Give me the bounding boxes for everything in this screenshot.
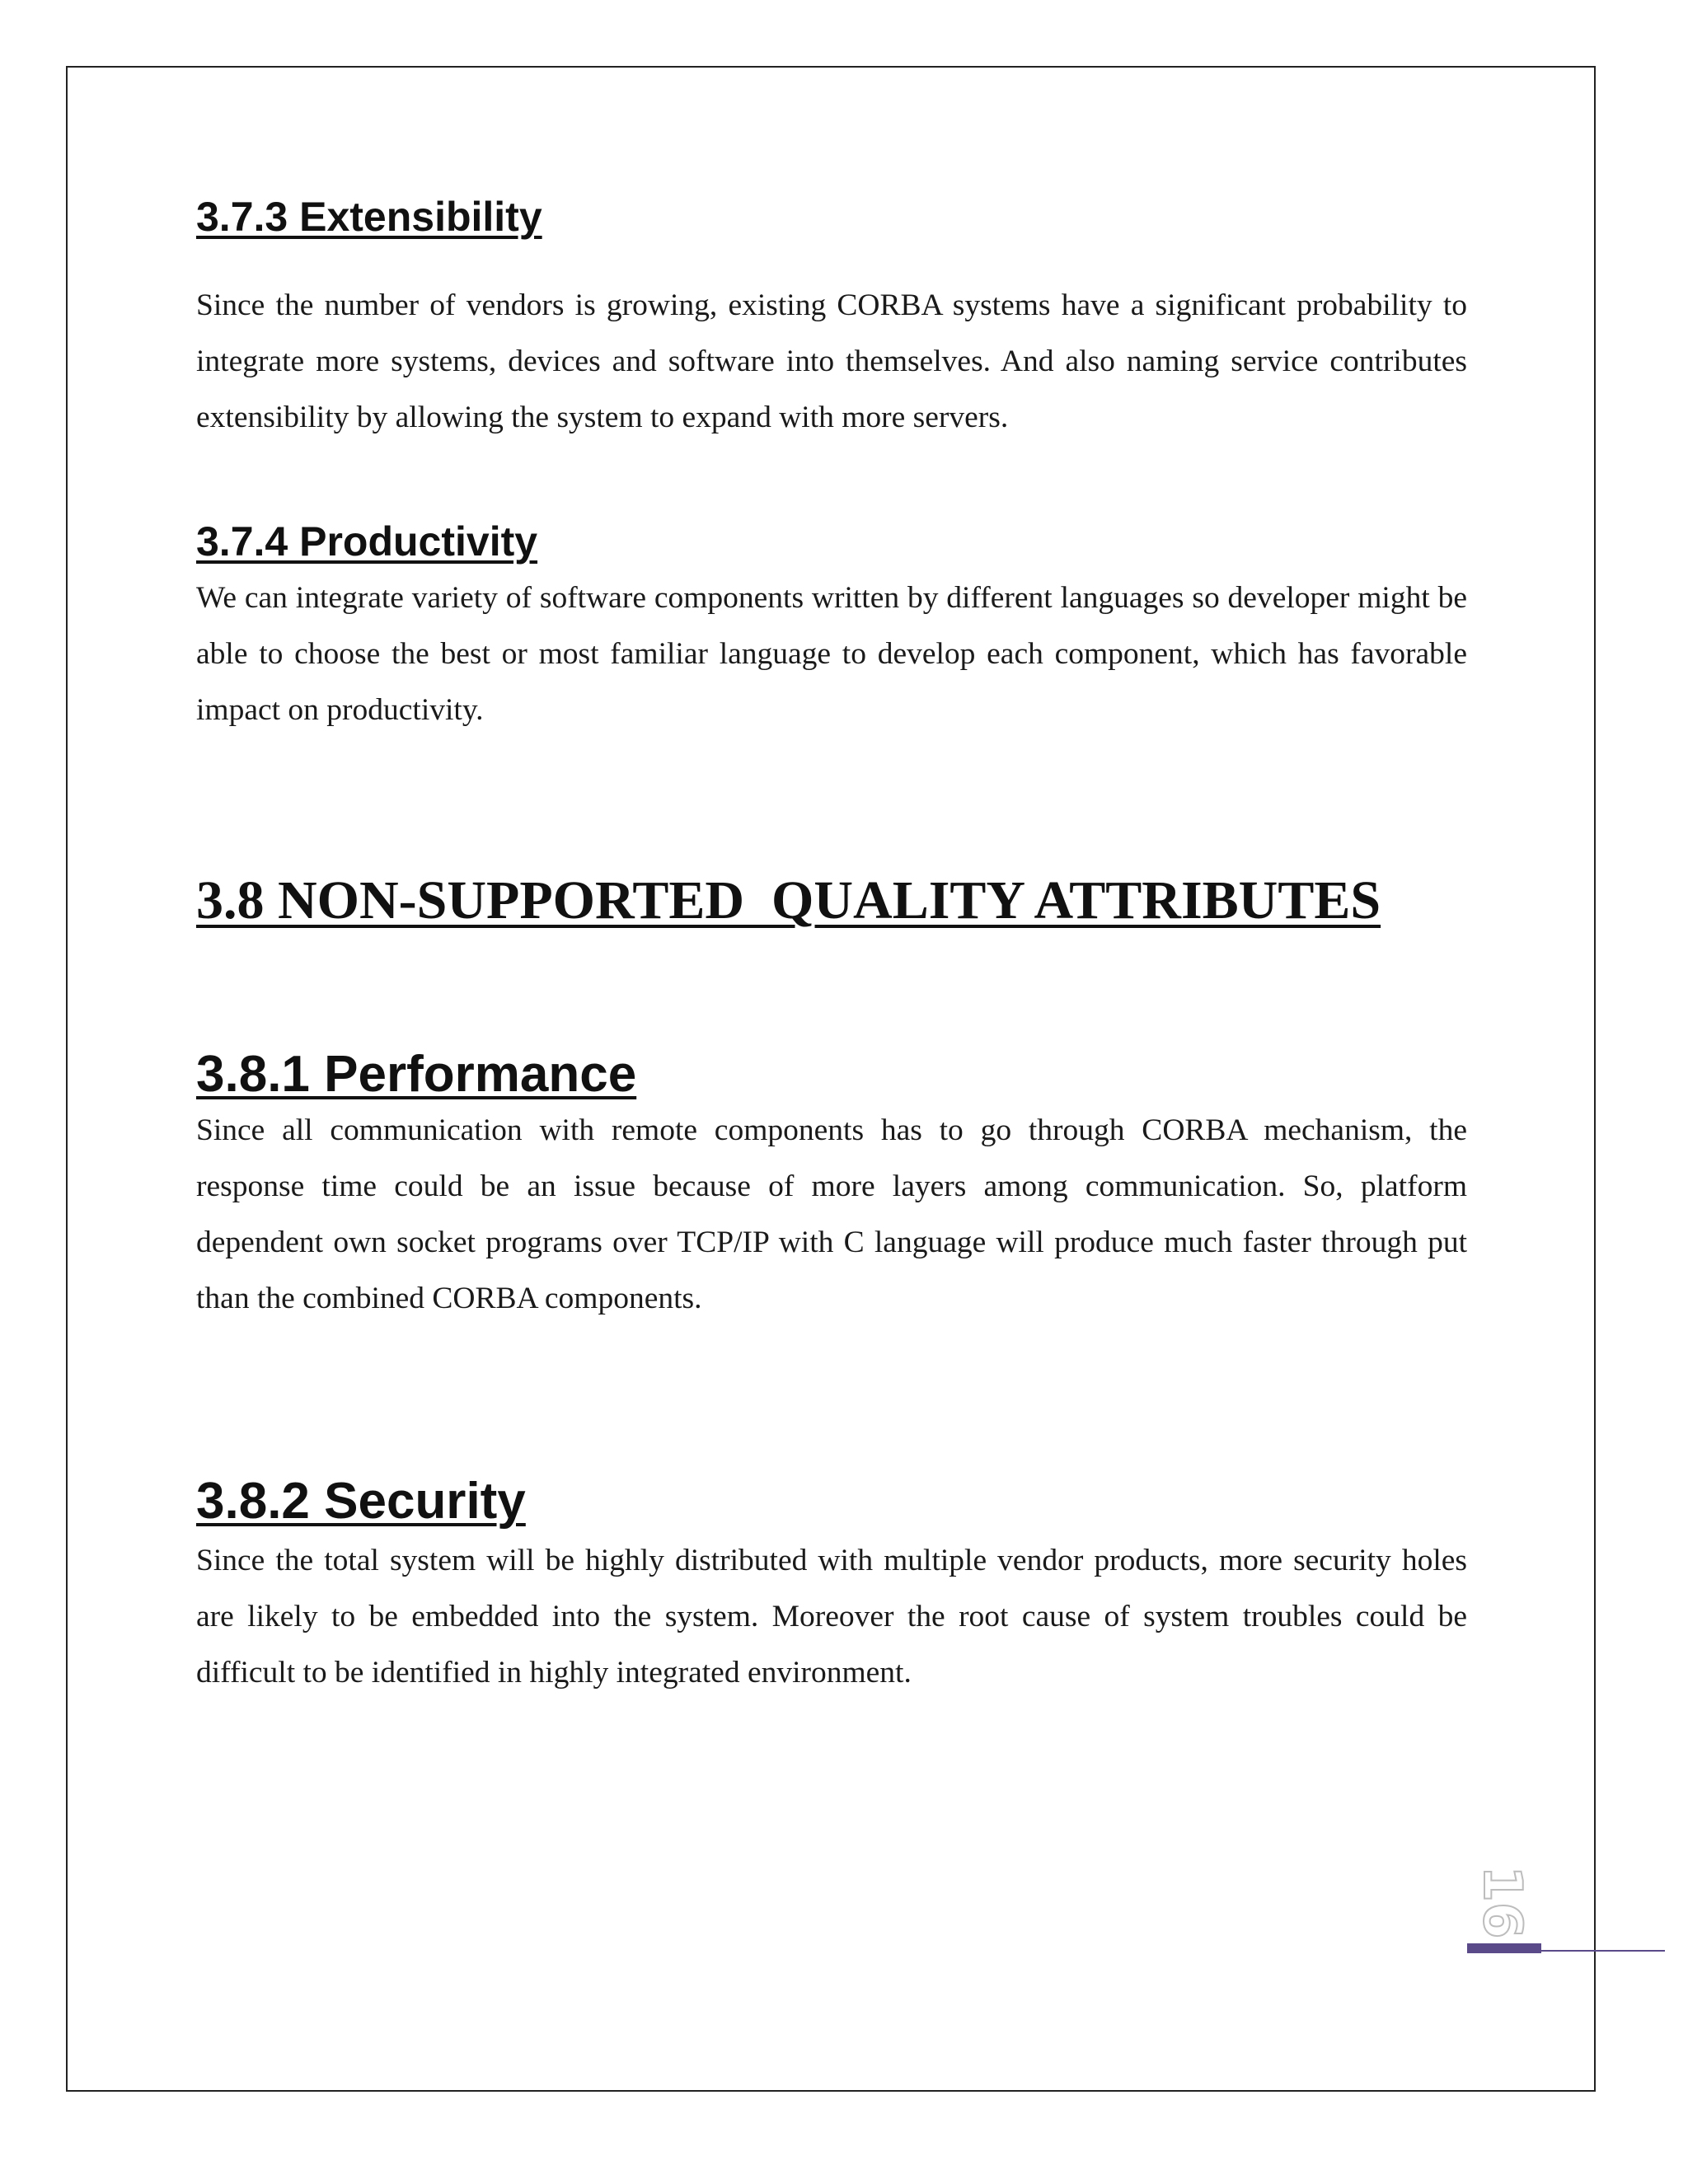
heading-extensibility: 3.7.3 Extensibility <box>196 194 542 240</box>
heading-productivity: 3.7.4 Productivity <box>196 518 538 565</box>
page-number-accent-line <box>1541 1950 1665 1952</box>
paragraph-security: Since the total system will be highly distributed with multiple vendor products, more security holes are likely to be embedded into the system. Moreover the root cause of system troubles could be difficult to be identified in highly integrated environment. <box>196 1544 1467 1690</box>
page-number: 16 <box>1471 1865 1532 1939</box>
paragraph-extensibility: Since the number of vendors is growing, existing CORBA systems have a significant probability to integrate more systems, devices and software into themselves. And also naming service contributes extensibility by allowing the system to expand with more servers. <box>196 288 1467 434</box>
heading-non-supported-quality-attributes: 3.8 NON-SUPPORTED QUALITY ATTRIBUTES <box>196 870 1381 930</box>
heading-performance: 3.8.1 Performance <box>196 1046 637 1103</box>
page-number-accent-bar <box>1467 1943 1541 1953</box>
heading-security: 3.8.2 Security <box>196 1473 526 1530</box>
paragraph-productivity: We can integrate variety of software components written by different languages so developer might be able to choose the best or most familiar language to develop each component, which has favorable impact on productivity. <box>196 581 1467 727</box>
paragraph-performance: Since all communication with remote components has to go through CORBA mechanism, the response time could be an issue because of more layers among communication. So, platform dependent own socket programs over TCP/IP with C language will produce much faster through put than the combined CORBA components. <box>196 1113 1467 1315</box>
